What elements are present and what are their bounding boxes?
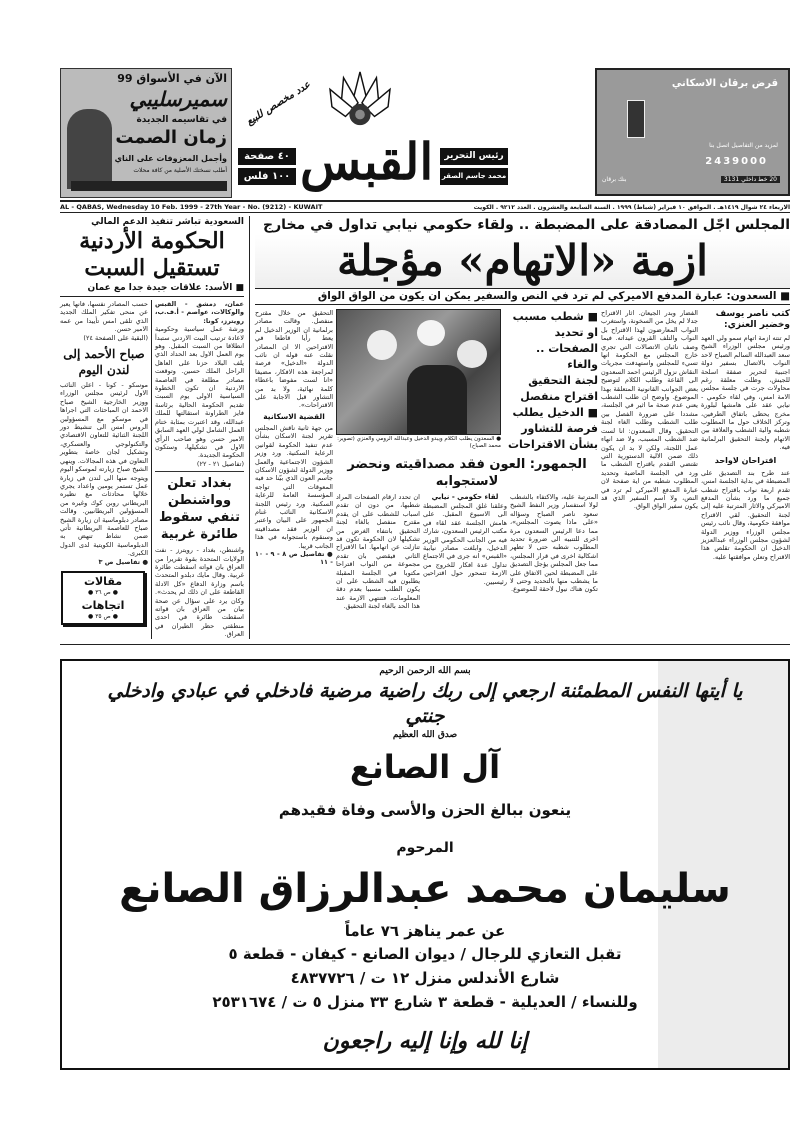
jordan-dateline: عمان، دمشق - القبس والوكالات، عواصم - أ.ف.ب، رويترز، كونا: [155, 300, 244, 325]
logo-alqabas: القبس [300, 132, 434, 191]
index-trends-page: ● ص ٣٥ ● [88, 612, 118, 620]
lead-col1-text: لم تنته ازمة اتهام سمو ولي العهد ورئيس مجلس الوزراء الشيخ سعد العبدالله السالم الصباح لاحد النواب بالاتصال بسفير دولة اجنبية لتحرير صفقة اسلحة للجيش، وظلت معلقة رغم محاولات جرت في جلسة مجلس الامة امس، وفي لقاء حكومي - نيابي عقد على هامشها لبلورة مخرج يحظى باتفاق الطرفين، وتركز الخلاف حول ما المطلوب شطبه والية الشطب والعلاقة بين الاتهام ولجنة التحقيق البرلمانية فيه. [701, 334, 790, 452]
photo-caption: ● السعدون يطلب الكلام ويبدو الدخيل وعبدالله الرومي والعنزي (تصوير: محمد الصباح) [337, 436, 501, 449]
sadaq: صدق الله العظيم [392, 729, 458, 740]
subhead-2: الجمهور: العون فقد مصداقيته ونحضر لاستجوابه [347, 457, 587, 489]
ad-line4: أطلب نسختك الأصلية من كافة محلات [133, 167, 227, 174]
side-head: بشأن الاقتراحات [507, 438, 598, 451]
column-divider [249, 216, 250, 639]
lead-col-2: الفضار وبدر الجيعان. اثار الاقتراح جدلا لم يخل من السخونة، واستغرب النواب المعارضون لهذا الاقتراح بل النواب والتلف القرون عيداته. فيما وصف نائبان الاتصالات التي تجري خارج المجلس مع الحكومة انها تسيء للمجلس واستهدفت مجريات النقاش نزول الرئيس احمد السعدون الى القاعة وطلب الكلام لتوضيح بعض الجوانب القانونية المتعلقة بهذا الموضوع. واوضح ان طلب الشطب يعني عدم صحة ما اثير في الجلسة، مشددا على ضرورة الفصل بين طلب الشطب وطلب الغاء لجنة التحقيق. وقال السعدون: انا لست ضد الشطب المسبب، ولا ضد انهاء عمل اللجنة، ولكن لا بد ان يكون ذلك ضمن الالية الدستورية التي تقتضي التقدم باقتراح الشطب ما ورد في الجلسة الماضية وتحديد المطلوب شطبه من اية صفحة لان عبارة المدفع الاميركي لم ترد في النص، ولا اسم السفير الذي قد يكون سفير الواق الواق. [601, 309, 698, 511]
pages-count: ٤٠ صفحة [238, 148, 296, 165]
lead-story [255, 216, 790, 639]
lead-col6-subhead: القضية الاسكانية [263, 411, 325, 421]
index-articles-page: ● ص ٣٦ ● [88, 588, 118, 596]
late-label: المرحوم [396, 839, 454, 856]
ad-phone: 2439000 [705, 156, 768, 167]
age-line: عن عمر يناهز ٧٦ عاماً [344, 921, 506, 940]
editor-label: رئيس التحرير [440, 148, 508, 165]
news-photo[interactable] [336, 309, 501, 435]
photo-row [336, 309, 598, 453]
lead-col-1 [701, 309, 790, 611]
photo-figure [417, 320, 445, 346]
obituary-notice [60, 659, 790, 1070]
sabah-text: موسكو - كونا - اعلن النائب الاول لرئيس مجلس الوزراء ووزير الخارجية الشيخ صباح الاحمد ان المباحثات التي اجراها في موسكو مع المسؤولين الروس امس الى تنشيط دور اللجنة الثنائية للتعاون الاقتصادي والتكنولوجي والعسكري، وتشكيل لجان خاصة بتطوير التعاون في هذه المجالات. وينهي الشيخ صباح زيارته لموسكو اليوم ويتوجه منها الى لندن في زيارة عمل تستمر يومين واعداد يجري خلالها محادثات مع نظيره البريطاني روبن كوك وغيره من المسؤولين البريطانيين. وقالت مصادر دبلوماسية ان زيارة الشيخ صباح للعاصمة البريطانية تأتي ضمن نشاط تنهض به الدبلوماسية الكويتية لدى الدول الكبرى. [60, 381, 148, 558]
lead-col1b-text: عند طرح بند التصديق على المضبطة في بداية الجلسة امس، تقدم اربعة نواب باقتراح شطب جميع ما ورد بشأن المدفع الاميركي والاثار المترتبة عليه إلى لجنة التحقيق. لقي الاقتراح موافقة حكومية، وقال نائب رئيس مجلس الوزراء ووزير الدولة لشؤون مجلس الوزراء عبدالعزيز الدخيل ان الحكومة تقلص هذا الاقتراح وتعلن موافقتها عليه. [701, 468, 790, 561]
lead-col1-subhead: اقتراحان لاواحد [714, 455, 777, 465]
index-articles[interactable]: مقالات [83, 574, 123, 588]
masthead [60, 68, 790, 198]
ad-text: لمزيد من التفاصيل اتصل بنا [709, 142, 778, 149]
family-name: آل الصانع [349, 747, 501, 786]
editor-name: محمد جاسم الصقر [440, 168, 508, 185]
basmala: بسم الله الرحمن الرحيم [379, 665, 471, 676]
ad-music-album[interactable] [60, 68, 232, 198]
ad-ext: 20 خط داخلي 3131 [721, 176, 780, 183]
dateline [60, 200, 790, 213]
byline: كتب ناصر يوسف وخضير العنزي: [715, 309, 790, 330]
sabah-more[interactable]: ● تفاصيل ص ٣ [98, 557, 148, 566]
side-head: ■ الدخيل يطلب [512, 406, 598, 419]
left-kicker: السعودية تباشر تنفيذ الدعم المالي [91, 217, 244, 227]
artist-photo [67, 109, 112, 189]
side-head: ■ شطب مسبب [512, 310, 598, 323]
page-rule [60, 644, 790, 645]
ad-artist: سميرسليبي [129, 87, 227, 111]
front-page-content [60, 216, 790, 639]
ad-album: زمان الصمت [115, 127, 227, 148]
ad-title: قرض برقان الاسكاني [671, 78, 778, 89]
side-heads [504, 309, 598, 453]
lead-headline: ازمة «الاتهام» مؤجلة [255, 234, 790, 289]
left-subcolumns [60, 300, 244, 639]
ad-strip [71, 181, 227, 191]
side-head: لجنة التحقيق [528, 374, 598, 387]
newspaper-page [60, 0, 790, 1070]
condolence-women: وللنساء / العديلية - قطعة ٣ شارع ٣٣ منزل ٥ ت / ٢٥٣١٦٧٤ [212, 992, 638, 1011]
photo-figure [367, 330, 397, 360]
lotus-emblem-icon [325, 70, 395, 130]
index-box [61, 571, 145, 625]
photo-figure [457, 340, 487, 368]
subcolumn-divider [151, 300, 152, 639]
iraq-text: واشنطن، بغداد - رويترز - نفت الولايات المتحدة بقوة تقريرا من العراق بان قواته اسقطت طائرة غربية. وقال مايك دبلدو المتحدث باسم وزارة الدفاع «كل الادلة القاطعة على ان ذلك لم يحدث». وكان يرد على سؤال عن صحة بيان من العراق بان قواته اسقطت طائرة في احدى منطقتي حظر الطيران في العراق. [155, 546, 244, 639]
left-subhead: ■ الأسد: علاقات جيدة جدا مع عمان [60, 282, 244, 297]
lead-col4-subhead: لقاء حكومي - نيابي [431, 493, 499, 501]
closing-verse: إنا لله وإنا إليه راجعون [322, 1027, 528, 1054]
ad-burgan-housing-loan[interactable] [595, 68, 790, 196]
lead-more[interactable]: ● تفاصيل ص ٨ - ٩ - ١٠ - ١١ [255, 549, 333, 567]
dateline-english: AL - QABAS, Wednesday 10 Feb. 1999 - 27th Year - No. (9212) - KUWAIT [60, 203, 323, 211]
condolence-men-address: شارع الأندلس منزل ١٢ ت / ٤٨٣٧٧٢٦ [290, 968, 560, 987]
side-head: الصفحات .. والغاء [536, 342, 598, 371]
ad-line3: وأجمل المعزوفات على الناي [114, 154, 227, 163]
left-column [60, 216, 244, 639]
top-more[interactable]: (البقية على الصفحة ٢٤) [83, 333, 148, 342]
lead-col4-text: وعلقنا غلق المجلس المضبطة الى الاسبوع المقبل. على هامش الجلسة عقد لقاء في مكتب الرئيس السعدون، شارك فيه من الجانب الحكومي الوزير الدخيل، وابلغت مصادر نيابية «القبس» انه جرى في الاجتماع تداول عدة افكار للخروج من الازمة تتمحور حول اقتراحين رئيسيين. [423, 502, 507, 586]
deceased-name: سليمان محمد عبدالرزاق الصانع [119, 865, 731, 912]
iraq-headline: بغداد تعلن وواشنطن تنفي سقوط طائرة غربية [155, 471, 244, 543]
price: ١٠٠ فلس [238, 168, 296, 185]
quran-verse: يا أيتها النفس المطمئنة ارجعي إلى ربك راضية مرضية فادخلي في عبادي وادخلي جنتي [107, 679, 743, 727]
building-icon [627, 100, 645, 138]
jordan-text: ورشة عمل سياسية وحكومية لاعادة ترتيب البيت الاردني ستبدأ انطلاقا من السبت المقبل. وهو يوم العمل الاول بعد الحداد الذي يلف البلاد حزنا على العاهل الراحل الملك حسين. وتوقعت مصادر مطلعة في العاصمة الاردنية ان تكون الخطوة السياسية الاولى يوم السبت تقديم الحكومة الحالية برئاسة فايز الطراونة استقالتها للملك عبدالله، وقد اعتبرت بمثابة ختام العمل الشامل لولي العهد السابق الامير حسن وهو صاحب الرأي الاول في تشكيلها، وستكون الحكومة الجديدة. [155, 325, 244, 460]
lead-subhead: ■ السعدون: عبارة المدفع الاميركي لم ترد في النص والسفير يمكن ان يكون من الواق الواق [255, 289, 790, 305]
top-text: حسب المصادر نفسها، فانها يعبر عن منحى تفكير الملك الجديد الذي تلقى امس تأييدا من عمه الامير حسن. [60, 300, 148, 334]
lead-col-6 [255, 309, 333, 611]
ad-line2: في تقاسيمه الجديدة [136, 115, 227, 125]
lead-col6-text: التحقيق من خلال مقترح منفصل. وقالت مصادر برلمانية ان الوزير الدخيل لم يعط رأيا قاطعا في الاقتراحين الا ان المصادر نقلت عنه قوله ان نائب الدولة «الدخيل» فرصة لمراجعة هذه الافكار، مضيفا «انا لست مفوضا باعطاء كلمة نهائية، ولا بد من التشاور قبل الاجابة على الاقتراحات». [255, 309, 333, 410]
lead-col-5: ان تحدد ارقام الصفحات المراد شطبها، من دون ان تقدم اسباب للشطب على ان يقدم مقترح منفصل بالغاء لجنة التحقيق بانتفاء الغرض من تشكيلها لان الحكومة تكون قد تنازلت عن اتهامها. اما الاقتراح الثاني فيقضي بان تقدم مجموعة من النواب اقتراحا مكتوبا في الجلسة المقبلة يطلبون فيه الشطب على ان يكون الطلب مسببا بعدم دقة المعلومات، فتنتهي الازمة عند هذا الحد بالغاء لجنة التحقيق. [336, 493, 420, 611]
lower-columns [336, 493, 598, 611]
lead-kicker: المجلس اجّل المصادقة على المضبطة .. ولقاء حكومي نيابي تداول في مخارج [263, 217, 790, 233]
mourn-line: ينعون ببالغ الحزن والأسى وفاة فقيدهم [278, 800, 572, 819]
ad-line1: الآن في الأسواق 99 [117, 72, 227, 85]
lead-col-3: المترتبة عليه، والاكتفاء بالشطب لولا استفسار وزير النفط الشيخ سعود ناصر الصباح وسؤاله «على ماذا يصوت المجلس»، مما دعا الرئيس السعدون مرة اخرى للتنبيه الى ضرورة تحديد المطلوب شطبه حتى لا تظهر اشكالية اخرى في قرار المجلس، مما جعل المجلس يؤجل التصديق على المضبطة لحين الاتفاق على ما يشطب منها بالتحديد وحتى لا تكون هناك نيول لاحقة للموضوع. [510, 493, 598, 594]
condolence-men: تقبل التعازي للرجال / ديوان الصانع - كيفان - قطعة ٥ [228, 944, 622, 963]
side-head: اقتراح منفصل [520, 390, 598, 403]
index-trends[interactable]: اتجاهات [81, 598, 125, 612]
jordan-more[interactable]: (تفاصيل ٢١ - ٢٢) [196, 459, 244, 468]
ad-bank: بنك برقان [602, 176, 627, 183]
lead-middle [336, 309, 598, 611]
dateline-arabic: الاربعاء ٢٤ شوال ١٤١٩هـ . الموافق ١٠ فبراير (شباط) ١٩٩٩ . السنة السابعة والعشرون . العدد ٩٢١٢ . الكويت [473, 203, 790, 211]
side-head: فرصة للتشاور [521, 422, 598, 435]
sabah-story [60, 300, 148, 639]
photo-block [336, 309, 501, 453]
lead-col6b-text: من جهة ثانية ناقش المجلس تقرير لجنة الاسكان بشأن عدم تنفيذ الحكومة لقوانين الرعاية السكنية. ورد وزير الشؤون الاجتماعية والعمل ووزير الدولة لشؤون الاسكان جاسم العون الذي بيّنا حد فيه المعوقات التي تواجه المؤسسة العامة للرعاية السكنية. ورد رئيس اللجنة الاسكانية النائب غنام الجمهور على البيان واعتبر ان الوزير فقد مصداقيته وسنقوم باستجوابه في هذا الجانب قريبا. [255, 423, 333, 550]
photo-figure [407, 365, 467, 435]
lead-col-4 [423, 493, 507, 611]
side-head: او تحديد [554, 326, 598, 339]
sabah-headline: صباح الأحمد إلى لندن اليوم [63, 347, 145, 378]
tagline: عدد مخصص للبيع [244, 79, 313, 128]
lead-columns [255, 309, 790, 611]
jordan-story [155, 300, 244, 639]
left-headline: الحكومة الأردنية تستقيل السبت [79, 228, 225, 281]
